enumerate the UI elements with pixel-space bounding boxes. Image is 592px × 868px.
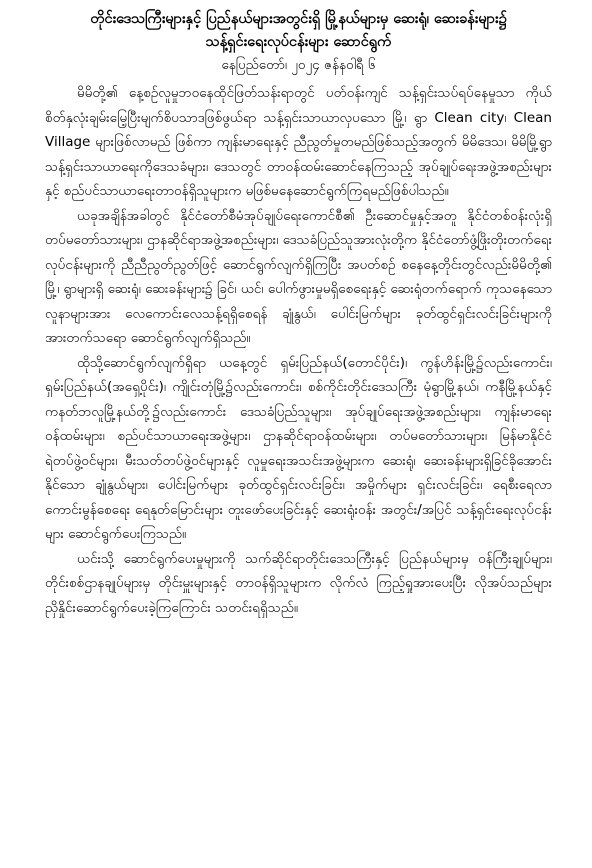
paragraph-4: ယင်းသို့ ဆောင်ရွက်ပေးမှုများကို သက်ဆိုင်ရာတိုင်းဒေသကြီးနှင့် ပြည်နယ်များမှ ဝန်ကြီးချုပ်များ၊ တိုင်းစစ်ဌာနချုပ်များမှ တိုင်းမှူးများနှင့် တာဝန်ရှိသူများက လိုက်လံ ကြည့်ရှုအားပေးပြီး လိုအပ်သည်များ ညှိနှိုင်းဆောင်ရွက်ပေးခဲ့ကြကြောင်း သတင်းရရှိသည်။ — [45, 550, 552, 616]
paragraph-2: ယခုအချိန်အခါတွင် နိုင်ငံတော်စီမံအုပ်ချုပ်ရေးကောင်စီ၏ ဦးဆောင်မှုနှင့်အတူ နိုင်ငံတစ်ဝန်းလုံးရှိ တပ်မတော်သားများ၊ ဌာနဆိုင်ရာအဖွဲ့အစည်းများ၊ ဒေသခံပြည်သူအားလုံးတို့က နိုင်ငံတော်ဖွံ့ဖြိုးတိုးတက်ရေးလုပ်ငန်းများကို ညီညီညွတ်ညွတ်ဖြင့် ဆောင်ရွက်လျက်ရှိကြပြီး အပတ်စဉ် စနေနေ့တိုင်းတွင်လည်းမိမိတို့၏ မြို့၊ ရွာများရှိ ဆေးရုံ၊ ဆေးခန်းများ၌ ခြင်၊ ယင်၊ ပေါက်ဖွားမှုမရှိစေရေးနှင့် ဆေးရုံတက်ရောက် ကုသနေသော လူနာများအား လေကောင်းလေသန့်ရရှိစေရန် ချုံနွယ်၊ ပေါင်းမြက်များ ခုတ်ထွင်ရှင်းလင်းခြင်းများကို အားတက်သရော ဆောင်ရွက်လျက်ရှိသည်။ — [45, 207, 552, 346]
dateline: နေပြည်တော်၊ ၂၀၂၄ ဇန်နဝါရီ ၆ — [221, 57, 376, 73]
paragraph-1: မိမိတို့၏ နေ့စဉ်လူမှုဘဝနေထိုင်ဖြတ်သန်းရာတွင် ပတ်ဝန်းကျင် သန့်ရှင်းသပ်ရပ်နေမှုသာ ကိုယ်စိတ်နှလုံးချမ်းမြေ့ပြီးမျက်စိပသာဒဖြစ်ဖွယ်ရာ သန့်ရှင်းသာယာလှပသော မြို့၊ ရွာ Clean city၊ Clean Village များဖြစ်လာမည် ဖြစ်ကာ ကျန်းမာရေးနှင့် ညီညွတ်မှုတမည်ဖြစ်သည့်အတွက် မိမိဒေသ၊ မိမိမြို့ရွာ သန့်ရှင်းသာယာရေးကိုဒေသခံများ၊ ဒေသတွင် တာဝန်ထမ်းဆောင်နေကြသည့် အုပ်ချုပ်ရေးအဖွဲ့အစည်းများနှင့် စည်ပင်သာယာရေးတာဝန်ရှိသူများက မဖြစ်မနေဆောင်ရွက်ကြရမည်ဖြစ်ပါသည်။ — [45, 85, 552, 199]
paragraph-3: ထိုသို့ဆောင်ရွက်လျက်ရှိရာ ယနေ့တွင် ရှမ်းပြည်နယ်(တောင်ပိုင်း)၊ ကွန်ဟိန်းမြို့၌လည်းကောင်း၊ ရှမ်းပြည်နယ်(အရှေ့ပိုင်း)၊ ကျိုင်းတုံမြို့၌လည်းကောင်း၊ စစ်ကိုင်းတိုင်းဒေသကြီး မုံရွာမြို့နယ်၊ ကနီမြို့နယ်နှင့် ကနတ်ဘလူမြို့နယ်တို့၌လည်းကောင်း ဒေသခံပြည်သူများ၊ အုပ်ချုပ်ရေးအဖွဲ့အစည်းများ၊ ကျန်းမာရေးဝန်ထမ်းများ၊ စည်ပင်သာယာရေးအဖွဲ့များ၊ ဌာနဆိုင်ရာဝန်ထမ်းများ၊ တပ်မတော်သားများ၊ မြန်မာနိုင်ငံရဲတပ်ဖွဲ့ဝင်များ၊ မီးသတ်တပ်ဖွဲ့ဝင်များနှင့် လူမှုရေးအသင်းအဖွဲ့များက ဆေးရုံ၊ ဆေးခန်းများရှိခြင်ခိုအောင်းနိုင်သော ချုံနွယ်များ၊ ပေါင်းမြက်များ ခုတ်ထွင်ရှင်းလင်းခြင်း၊ အမှိုက်များ ရှင်းလင်းခြင်း၊ ရေစီးရေလာ ကောင်းမွန်စေရေး ရေနုတ်မြောင်းများ တူးဖော်ပေးခြင်းနှင့် ဆေးရုံးဝန်း အတွင်း/အပြင် သန့်ရှင်းရေးလုပ်ငန်းများ ဆောင်ရွက်ပေးကြသည်။ — [45, 354, 552, 542]
headline-line-2: သန့်ရှင်းရေးလုပ်ငန်းများ ဆောင်ရွက် — [205, 34, 392, 50]
article-headline — [45, 8, 552, 54]
article-body — [45, 81, 552, 620]
headline-line-1: တိုင်းဒေသကြီးများနှင့် ပြည်နယ်များအတွင်းရှိ မြို့နယ်များမှ ဆေးရုံ၊ ဆေးခန်းများ၌ — [90, 11, 507, 27]
